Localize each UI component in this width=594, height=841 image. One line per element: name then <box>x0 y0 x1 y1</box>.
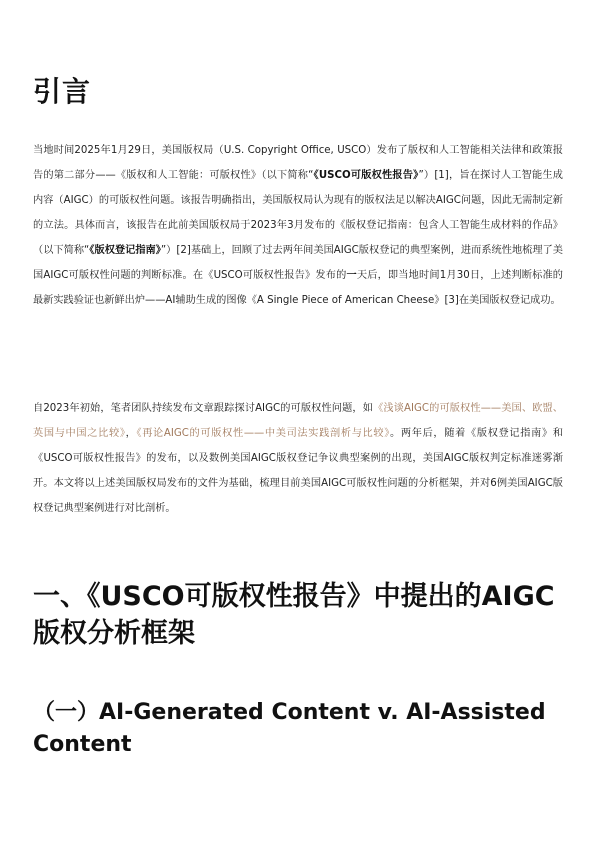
section-heading: 引言 <box>33 75 92 108</box>
text-run: 当地时间2025年1月29日，美国版权局（U.S. Copyright Office, USCO）发布了版权和人工智能相关法律和政策报告的第二部分——《版权和人工智能：可版权性》（以下简称“ <box>33 145 563 181</box>
text-run: 天后，即当地时间1月30日，上述判断标准的最新实践验证也新鲜出炉——AI辅助生成的图像《A Single Piece of American Cheese》[3]在美国版权登记成功。 <box>33 270 563 306</box>
bold-guide-name: 《版权登记指南》 <box>89 245 161 256</box>
chapter-title: 一、《USCO可版权性报告》中提出的AIGC版权分析框架 <box>33 581 555 649</box>
text-run: 自2023年初始，笔者团队持续发布文章跟踪探讨AIGC的可版权性问题，如 <box>33 403 374 414</box>
subsection-title: （一）AI-Generated Content v. AI-Assisted Content <box>33 700 546 757</box>
text-run: ”）[2]基础上，回顾了过去两年间美国AIGC版权登记的典型案例，进而系统性地梳理了美国AIGC可版权性问题的判断标准。在《USCO可版权性报告》发布的 <box>33 245 563 281</box>
bold-report-name: 《USCO可版权性报告》 <box>313 170 419 181</box>
article-link-1[interactable]: 《浅谈AIGC的可版权性——美国、欧盟、英国与中国之比较》 <box>33 403 563 439</box>
background-paragraph <box>33 396 563 521</box>
text-run: 。两年后，随着《版权登记指南》和《USCO可版权性报告》的发布，以及数例美国AIGC版权登记争议典型案例的出现，美国AIGC版权判定标准迷雾渐开。本文将以上述美国版权局发布的文件为基础，梳理目前美国AIGC可版权性问题的分析框架，并对6例美国AIGC版权登记典型案例进行对比剖析。 <box>33 428 564 514</box>
bold-text: 一 <box>346 270 357 281</box>
text-run: ”）[1]，旨在探讨人工智能生成内容（AIGC）的可版权性问题。该报告明确指出，美国版权局认为现有的版权法足以解决AIGC问题，因此无需制定新的立法。具体而言，该报告在此前美国版权局于2023年3月发布的《版权登记指南：包含人工智能生成材料的作品》（以下简称“ <box>33 170 563 256</box>
intro-paragraph <box>33 138 563 313</box>
text-run: ， <box>125 428 137 439</box>
article-link-2[interactable]: 《再论AIGC的可版权性——中美司法实践剖析与比较》 <box>136 428 391 439</box>
